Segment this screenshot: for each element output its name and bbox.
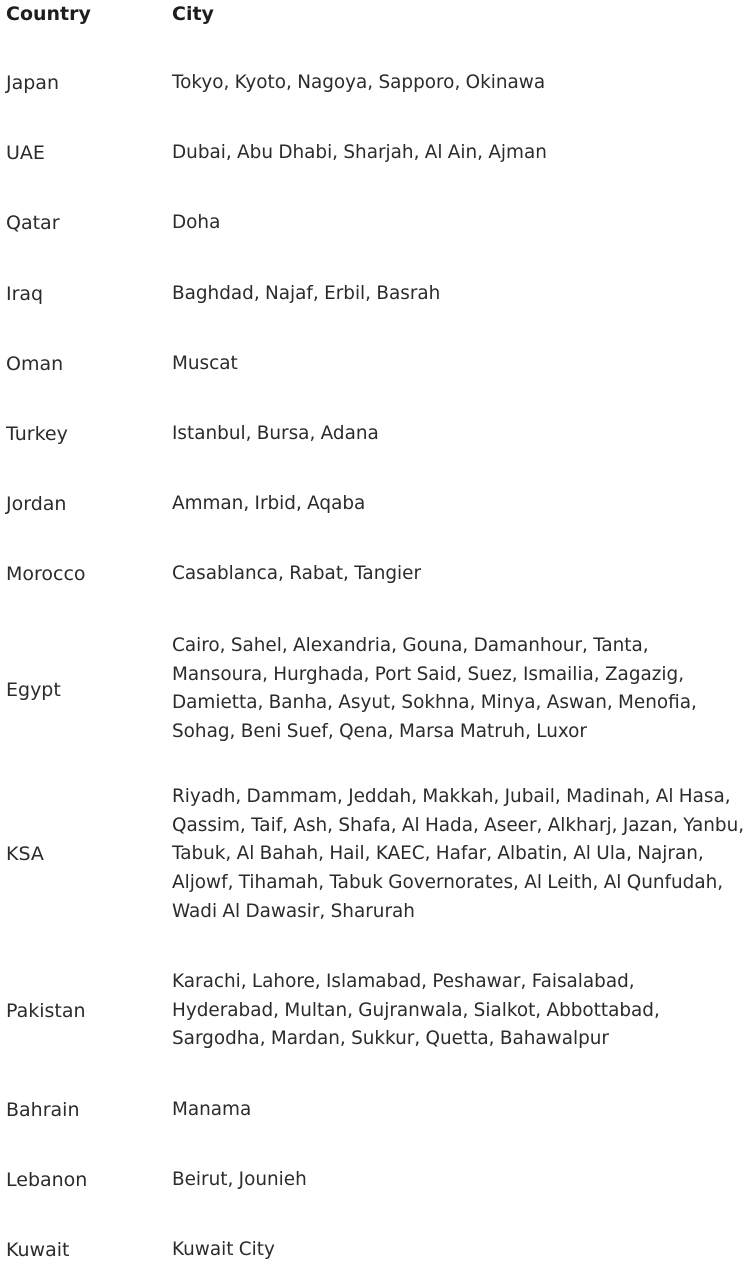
country-cell: Japan xyxy=(6,72,59,94)
cities-cell: Riyadh, Dammam, Jeddah, Makkah, Jubail, Madinah, Al Hasa, Qassim, Taif, Ash, Shafa, Al Hada, Aseer, Alkharj, Jazan, Yanbu, Tabuk, Al Bahah, Hail, KAEC, Hafar, Albatin, Al Ula, Najran, Aljowf, Tihamah, Tabuk Governorates, Al Leith, Al Qunfudah, Wadi Al Dawasir, Sharurah xyxy=(172,786,745,922)
country-cell: Qatar xyxy=(6,212,60,234)
country-cell: Egypt xyxy=(6,679,61,701)
country-cell: Oman xyxy=(6,353,64,375)
cities-cell: Kuwait City xyxy=(172,1239,275,1260)
cities-cell: Doha xyxy=(172,212,221,233)
country-cell: KSA xyxy=(6,843,44,865)
cities-cell: Istanbul, Bursa, Adana xyxy=(172,423,379,444)
country-cell: Jordan xyxy=(6,493,67,515)
column-header-country: Country xyxy=(6,3,91,25)
country-cell: Iraq xyxy=(6,283,44,305)
cities-cell: Beirut, Jounieh xyxy=(172,1169,307,1190)
cities-cell: Amman, Irbid, Aqaba xyxy=(172,493,366,514)
country-cell: Morocco xyxy=(6,563,86,585)
country-cell: Kuwait xyxy=(6,1239,70,1261)
cities-cell: Casablanca, Rabat, Tangier xyxy=(172,563,422,584)
table-header xyxy=(0,0,750,28)
cities-cell: Baghdad, Najaf, Erbil, Basrah xyxy=(172,283,441,304)
country-cell: Lebanon xyxy=(6,1169,88,1191)
cities-cell: Karachi, Lahore, Islamabad, Peshawar, Faisalabad, Hyderabad, Multan, Gujranwala, Sialkot, Abbottabad, Sargodha, Mardan, Sukkur, Quetta, Bahawalpur xyxy=(172,971,660,1050)
column-header-city: City xyxy=(172,3,214,25)
country-cell: Bahrain xyxy=(6,1099,80,1121)
country-cell: Turkey xyxy=(6,423,68,445)
cities-cell: Tokyo, Kyoto, Nagoya, Sapporo, Okinawa xyxy=(172,72,546,93)
cities-cell: Muscat xyxy=(172,353,238,374)
country-cell: UAE xyxy=(6,142,45,164)
country-cell: Pakistan xyxy=(6,1000,86,1022)
cities-cell: Dubai, Abu Dhabi, Sharjah, Al Ain, Ajman xyxy=(172,142,547,163)
cities-cell: Cairo, Sahel, Alexandria, Gouna, Damanhour, Tanta, Mansoura, Hurghada, Port Said, Suez, Ismailia, Zagazig, Damietta, Banha, Asyut, Sokhna, Minya, Aswan, Menofia, Sohag, Beni Suef, Qena, Marsa Matruh, Luxor xyxy=(172,635,697,743)
cities-cell: Manama xyxy=(172,1099,252,1120)
